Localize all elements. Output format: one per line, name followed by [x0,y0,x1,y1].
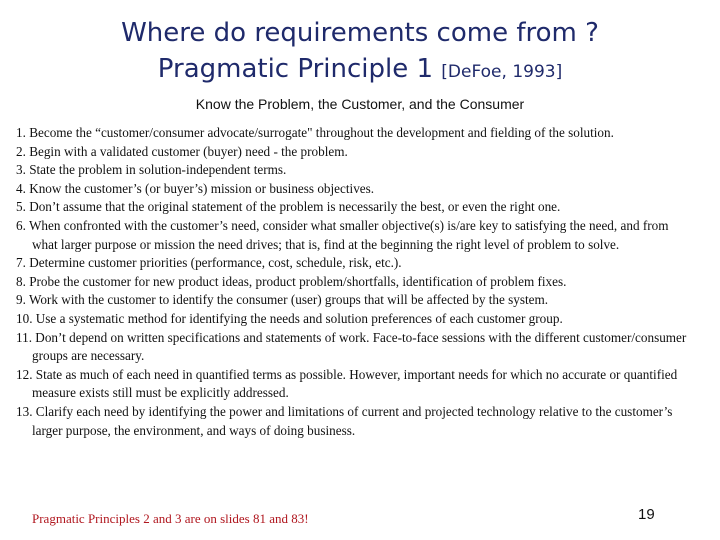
list-item: 7. Determine customer priorities (performance, cost, schedule, risk, etc.). [16,255,402,271]
list-item: 12. State as much of each need in quantified terms as possible. However, important needs for which no accurate or quantified measure exists still must be explicitly addressed. [16,366,678,401]
principle-title: Pragmatic Principle 1 [157,54,434,84]
footnote: Pragmatic Principles 2 and 3 are on slides 81 and 83! [32,511,309,526]
slide-title-line-1: Where do requirements come from ? [121,18,599,48]
principle-list [16,124,692,440]
slide-title-line-2 [0,52,720,89]
list-item: 2. Begin with a validated customer (buyer) need - the problem. [16,143,348,159]
list-item: 9. Work with the customer to identify the consumer (user) groups that will be affected by the system. [16,292,549,308]
list-item: 4. Know the customer’s (or buyer’s) mission or business objectives. [16,180,375,196]
list-item: 1. Become the “customer/consumer advocate/surrogate" throughout the development and fielding of the solution. [16,125,614,140]
list-item: 11. Don’t depend on written specifications and statements of work. Face-to-face sessions with the different customer/consumer groups are necessary. [16,329,687,364]
page-number: 19 [638,506,655,523]
list-item: 13. Clarify each need by identifying the power and limitations of current and projected technology relative to the customer’s larger purpose, the environment, and ways of doing business. [16,403,673,438]
citation: [DeFoe, 1993] [441,62,563,82]
slide-subtitle: Know the Problem, the Customer, and the Consumer [195,96,525,112]
list-item: 10. Use a systematic method for identifying the needs and solution preferences of each customer group. [16,310,563,326]
list-item: 3. State the problem in solution-independent terms. [16,162,287,178]
list-item: 6. When confronted with the customer’s need, consider what smaller objective(s) is/are key to satisfying the need, and from what larger purpose or mission the need drives; that is, find at the beginning the right level of problem to solve. [16,217,669,252]
list-item: 5. Don’t assume that the original statement of the problem is necessarily the best, or even the right one. [16,199,561,215]
list-item: 8. Probe the customer for new product ideas, product problem/shortfalls, identification of problem fixes. [16,273,567,289]
